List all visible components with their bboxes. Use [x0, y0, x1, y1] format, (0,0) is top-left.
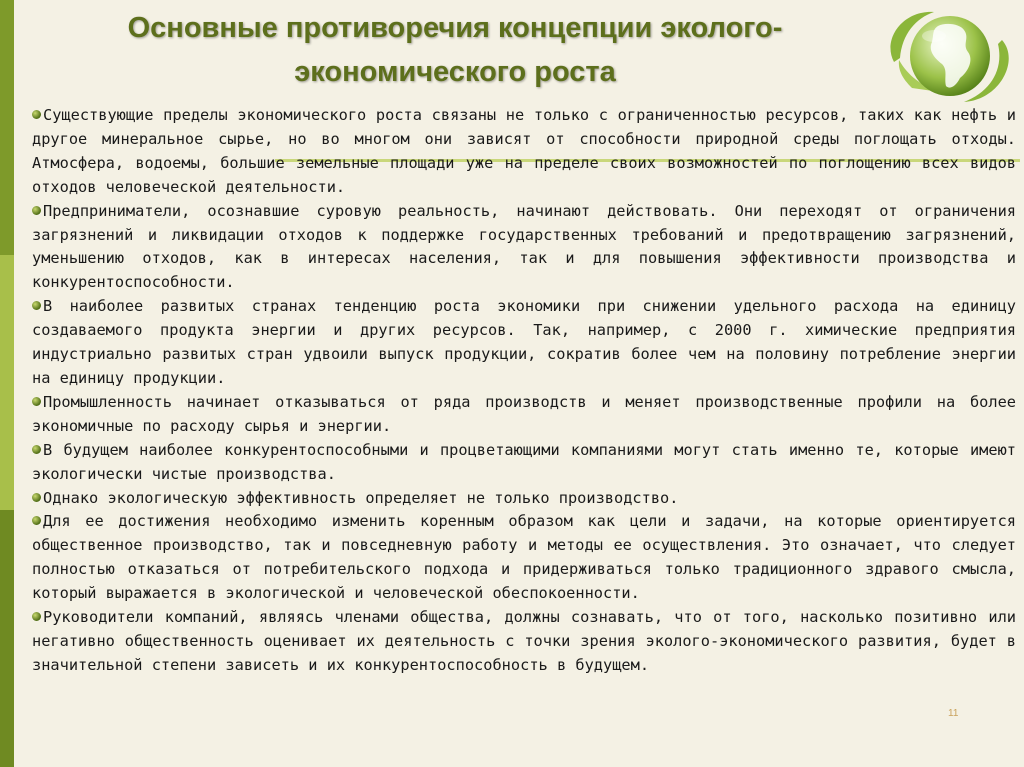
bullet-text: Промышленность начинает отказываться от ряда производств и меняет производственные профили на более экономичные по расходу сырья и энергии. — [32, 392, 1016, 435]
slide-title — [40, 6, 870, 94]
accent-bar-segment — [0, 255, 14, 510]
bullet-item — [32, 487, 1016, 511]
bullet-dot-icon — [32, 516, 41, 525]
slide-title-line-1: Основные противоречия концепции эколого- — [127, 12, 783, 44]
bullet-item — [32, 295, 1016, 391]
bullet-dot-icon — [32, 301, 41, 310]
bullet-item — [32, 391, 1016, 439]
accent-bar-segment — [0, 510, 14, 767]
bullet-item — [32, 200, 1016, 296]
bullet-item — [32, 510, 1016, 606]
bullet-text: Для ее достижения необходимо изменить коренным образом как цели и задачи, на которые ориентируется общественное производство, так и повседневную работу и методы ее осуществления. Это означает, что следует полностью отказаться от потребительского подхода и придерживаться только традиционного здравого смысла, который выражается в экологической и человеческой обеспокоенности. — [32, 512, 1016, 603]
bullet-text: Предприниматели, осознавшие суровую реальность, начинают действовать. Они переходят от ограничения загрязнений и ликвидации отходов к поддержке государственных требований и предотвращению загрязнений, уменьшению отходов, как в интересах населения, так и для повышения эффективности производства и конкурентоспособности. — [32, 201, 1016, 292]
bullet-dot-icon — [32, 612, 41, 621]
left-accent-bar — [0, 0, 14, 767]
slide-title-line-2: экономического роста — [294, 56, 616, 88]
bullet-text: Руководители компаний, являясь членами общества, должны сознавать, что от того, насколько позитивно или негативно общественность оценивает их деятельность с точки зрения эколого-экономического развития, будет в значительной степени зависеть и их конкурентоспособность в будущем. — [32, 608, 1016, 674]
globe-leaf-icon — [872, 0, 1024, 110]
bullet-text: Существующие пределы экономического роста связаны не только с ограниченностью ресурсов, таких как нефть и другое минеральное сырье, но во многом они зависят от способности природной среды поглощать отходы. Атмосфера, водоемы, большие земельные площади уже на пределе своих возможностей по поглощению всех видов отходов человеческой деятельности. — [32, 106, 1016, 196]
bullet-text: В будущем наиболее конкурентоспособными и процветающими компаниями могут стать именно те, которые имеют экологически чистые производства. — [32, 440, 1016, 483]
bullet-dot-icon — [32, 445, 41, 454]
bullet-dot-icon — [32, 206, 41, 215]
bullet-dot-icon — [32, 397, 41, 406]
bullet-dot-icon — [32, 493, 41, 502]
accent-bar-segment — [0, 0, 14, 255]
bullet-item — [32, 104, 1016, 200]
bullet-item — [32, 606, 1016, 678]
bullet-list — [32, 104, 1016, 678]
page-number: 11 — [948, 708, 959, 719]
bullet-item — [32, 439, 1016, 487]
bullet-text: Однако экологическую эффективность определяет не только производство. — [43, 488, 679, 507]
bullet-dot-icon — [32, 110, 41, 119]
bullet-text: В наиболее развитых странах тенденцию роста экономики при снижении удельного расхода на единицу создаваемого продукта энергии и других ресурсов. Так, например, с 2000 г. химические предприятия индустриально развитых стран удвоили выпуск продукции, сократив более чем на половину потребление энергии на единицу продукции. — [32, 297, 1016, 387]
